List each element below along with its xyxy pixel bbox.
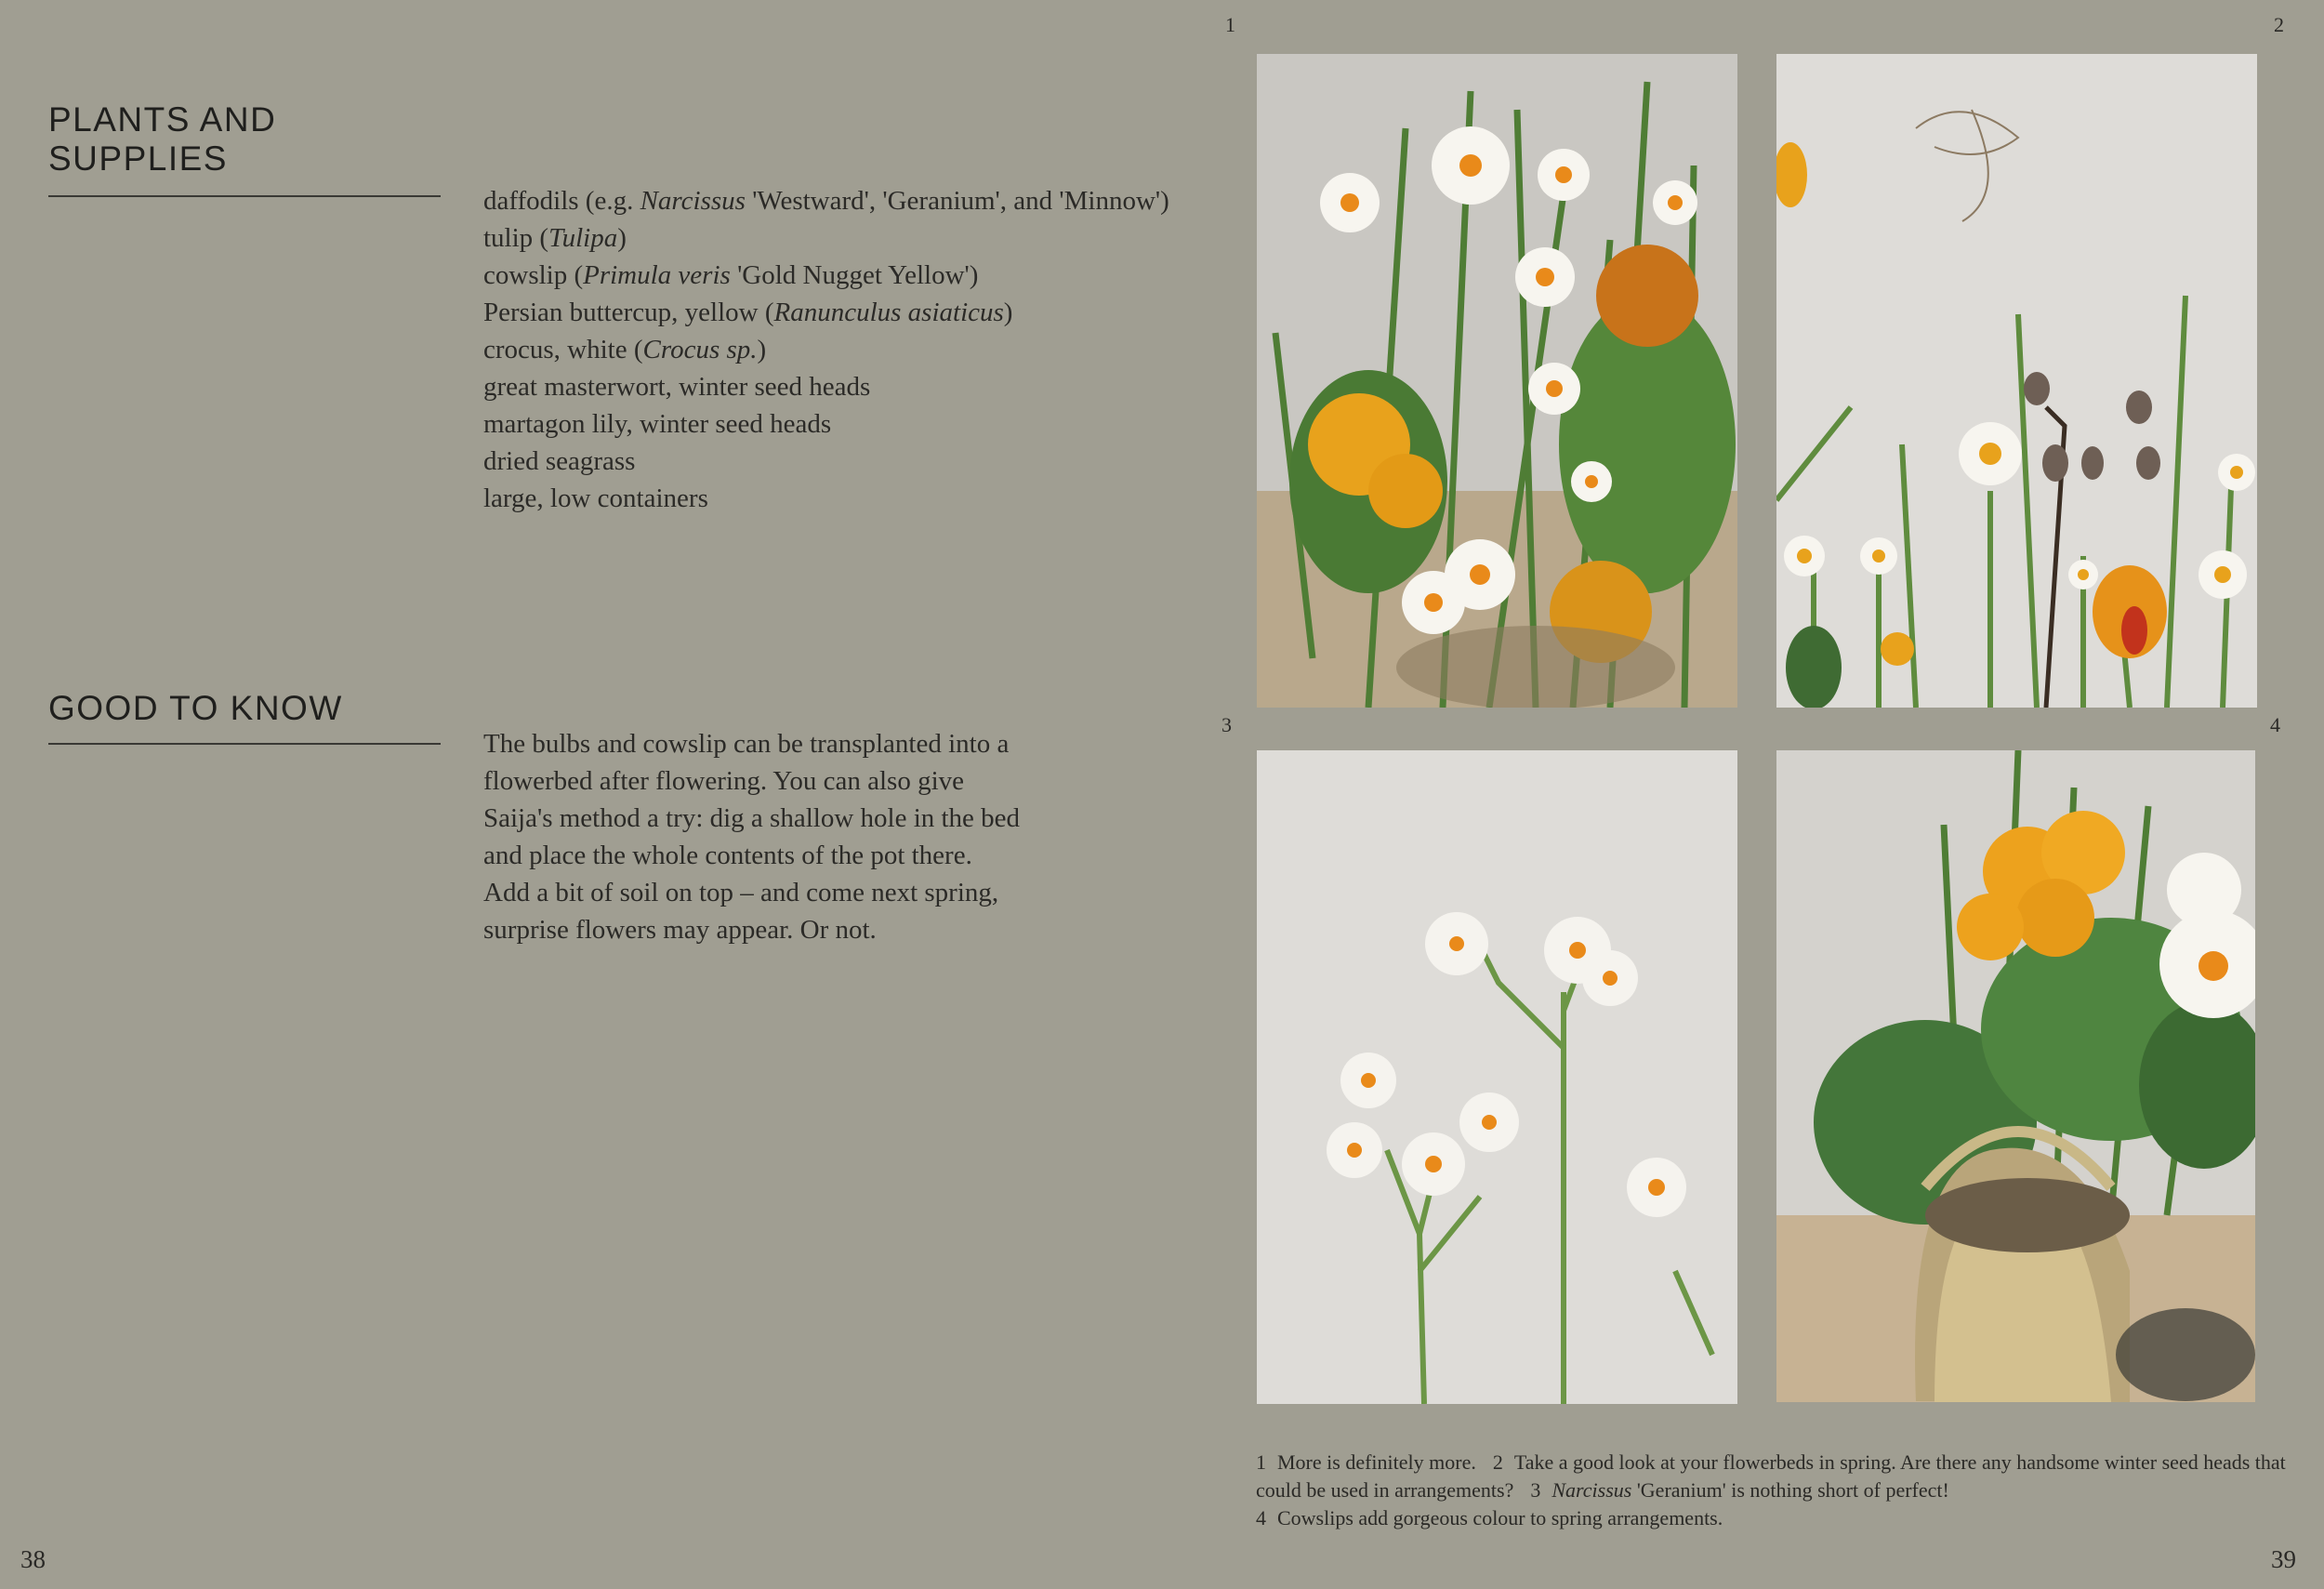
supply-item-text: cowslip (	[483, 260, 584, 290]
photo-1-daffodil-arrangement	[1257, 54, 1737, 708]
supplies-list-block	[483, 182, 1169, 517]
supply-item	[483, 331, 1169, 368]
supply-item	[483, 443, 1169, 480]
supply-item	[483, 257, 1169, 294]
supply-item-text: )	[1003, 298, 1013, 327]
caption-text: Cowslips add gorgeous colour to spring arrangements.	[1277, 1506, 1723, 1529]
plants-and-supplies-heading: PLANTS AND SUPPLIES	[48, 100, 277, 178]
page-number-right: 39	[2271, 1545, 2296, 1573]
supply-item-botanical-name: Tulipa	[548, 223, 618, 253]
supply-item-text: )	[757, 335, 767, 364]
good-to-know-paragraph: The bulbs and cowslip can be transplanted into a flowerbed after flowering. You can also give Saija's method a try: dig a shallow hole in the bed and place the whole contents of the pot there. Add a bit of soil on top – and come next spring, surprise flowers may appear. Or not.	[483, 729, 1021, 945]
supply-item-text: dried seagrass	[483, 446, 636, 476]
caption-4	[1256, 1506, 1723, 1529]
supply-item-botanical-name: Narcissus	[640, 186, 746, 216]
caption-text: 'Geranium' is nothing short of perfect!	[1631, 1478, 1949, 1502]
supply-item-botanical-name: Ranunculus asiaticus	[773, 298, 1004, 327]
good-to-know-rule	[48, 743, 441, 745]
photo-4-cowslip-pot	[1776, 750, 2255, 1402]
caption-number: 4	[1256, 1506, 1266, 1529]
supply-item-text: crocus, white (	[483, 335, 643, 364]
photo-2-seed-heads-flatlay	[1776, 54, 2257, 708]
supply-item-text: Persian buttercup, yellow (	[483, 298, 774, 327]
caption-botanical-name: Narcissus	[1552, 1478, 1632, 1502]
caption-number: 3	[1530, 1478, 1541, 1502]
photo-number-3: 3	[1221, 713, 1232, 736]
plants-heading-rule	[48, 195, 441, 197]
supply-item	[483, 368, 1169, 405]
supply-item	[483, 294, 1169, 331]
supply-item-botanical-name: Crocus sp.	[642, 335, 758, 364]
supply-item-text: great masterwort, winter seed heads	[483, 372, 871, 402]
photo-3-narcissus-geranium	[1257, 750, 1737, 1404]
photo-captions	[1256, 1449, 2288, 1532]
caption-text: Take a good look at your flowerbeds in spring. Are there any handsome winter seed heads that could be used in arrangements?	[1256, 1450, 2286, 1502]
supply-item	[483, 219, 1169, 257]
supply-item-text: daffodils (e.g.	[483, 186, 640, 216]
photo-number-4: 4	[2270, 713, 2280, 736]
supply-item-text: 'Westward', 'Geranium', and 'Minnow')	[745, 186, 1169, 216]
caption-text: More is definitely more.	[1277, 1450, 1476, 1474]
caption-number: 2	[1492, 1450, 1503, 1474]
supply-item-botanical-name: Primula veris	[583, 260, 731, 290]
caption-number: 1	[1256, 1450, 1266, 1474]
good-to-know-heading: GOOD TO KNOW	[48, 689, 343, 727]
supply-item	[483, 405, 1169, 443]
supply-item	[483, 480, 1169, 517]
supply-item-text: tulip (	[483, 223, 549, 253]
photo-number-1: 1	[1225, 13, 1235, 36]
good-to-know-block	[483, 725, 1023, 948]
supply-item-text: 'Gold Nugget Yellow')	[730, 260, 979, 290]
photo-number-2: 2	[2274, 13, 2284, 36]
caption-3	[1530, 1478, 1949, 1502]
supply-item-text: )	[617, 223, 627, 253]
caption-1	[1256, 1450, 1476, 1474]
supply-item-text: martagon lily, winter seed heads	[483, 409, 832, 439]
page-number-left: 38	[20, 1545, 46, 1573]
supplies-list	[483, 182, 1169, 517]
supply-item	[483, 182, 1169, 219]
supply-item-text: large, low containers	[483, 483, 708, 513]
